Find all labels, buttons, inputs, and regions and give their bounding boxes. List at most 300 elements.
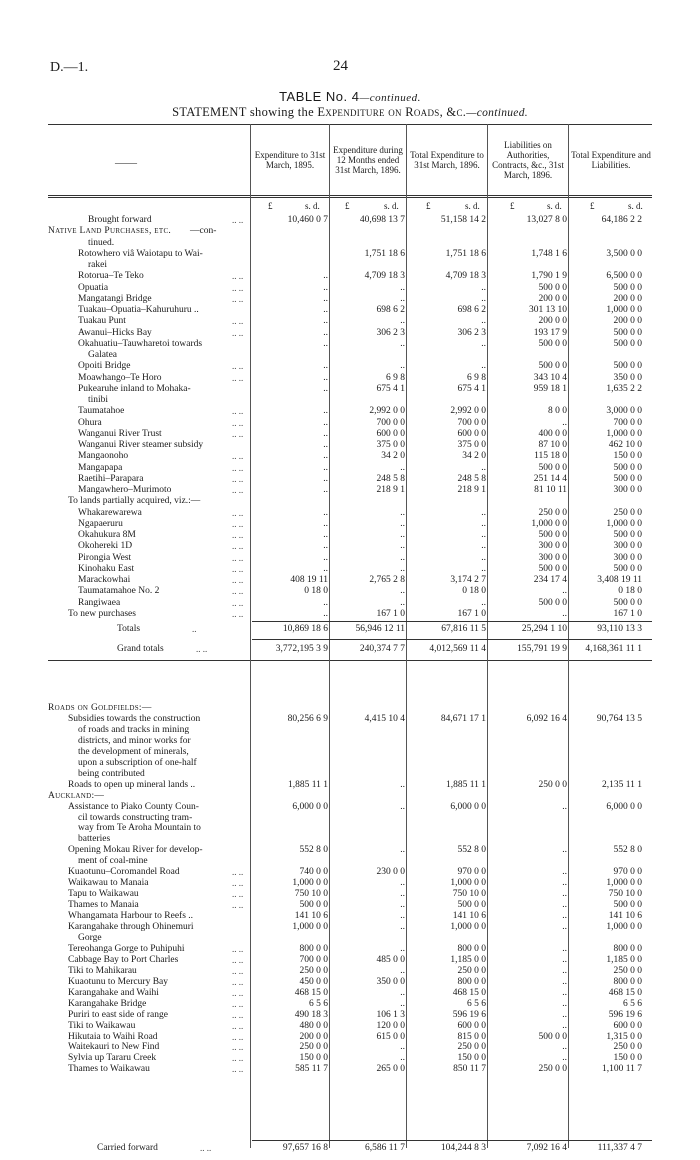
leader-dots: .. .. — [232, 428, 244, 439]
row-cell: 500 0 0 — [613, 597, 642, 608]
row-cell: .. — [323, 327, 328, 338]
row-cell: 1,751 18 6 — [445, 248, 486, 259]
row-description: Okahukura 8M — [78, 530, 136, 540]
table-row — [0, 703, 700, 714]
row-cell: 350 0 0 — [376, 976, 405, 987]
table-row — [0, 1010, 700, 1021]
carried-top-rule — [252, 1140, 652, 1141]
carried-forward-cell: 104,244 8 3 — [440, 1143, 486, 1153]
row-cell: 350 0 0 — [613, 372, 642, 383]
row-cell: 34 2 0 — [462, 451, 486, 462]
row-cell: 141 10 6 — [452, 911, 486, 922]
row-cell: 1,100 11 7 — [601, 1064, 642, 1075]
table-row — [0, 361, 700, 372]
carried-forward-label: Carried forward — [97, 1143, 158, 1153]
row-cell: 4,709 18 3 — [445, 271, 486, 282]
table-row — [0, 271, 700, 282]
row-description: Okohereki 1D — [78, 541, 133, 552]
row-description: Tiki to Waikawau — [68, 1020, 136, 1031]
row-description: Pukearuhe inland to Mohaka- — [78, 383, 191, 394]
row-cell: .. — [562, 608, 567, 619]
table-row — [0, 747, 700, 758]
row-cell: 1,748 1 6 — [531, 248, 567, 259]
leader-dots: .. .. — [232, 361, 244, 372]
row-cell: .. — [323, 597, 328, 608]
row-cell: .. — [562, 987, 567, 998]
table-row — [0, 305, 700, 316]
table-row — [0, 845, 700, 856]
row-description: To lands partially acquired, viz.:— — [68, 496, 201, 507]
table-row — [0, 283, 700, 294]
row-cell: .. — [400, 586, 405, 597]
row-cell: 500 0 0 — [613, 361, 642, 372]
table-row — [0, 238, 700, 249]
row-cell: .. — [562, 889, 567, 900]
row-cell: .. — [400, 779, 405, 790]
leader-dots: .. .. — [232, 462, 244, 473]
leader-dots: .. .. — [232, 552, 244, 563]
row-cell: 500 0 0 — [613, 327, 642, 338]
row-cell: 6 9 8 — [386, 372, 405, 383]
row-description: Mangatangi Bridge — [78, 293, 152, 304]
table-row — [0, 474, 700, 485]
row-cell: .. — [400, 900, 405, 911]
row-cell: 485 0 0 — [376, 954, 405, 965]
row-cell: .. — [562, 1042, 567, 1053]
leader-dots: .. .. — [232, 867, 244, 878]
row-description: Taumatahoe — [78, 406, 125, 417]
row-description: Roads to open up mineral lands .. — [68, 779, 196, 790]
row-description: Opoiti Bridge — [78, 361, 131, 372]
leader-dots: .. .. — [232, 316, 244, 327]
row-cell: .. — [400, 597, 405, 608]
table-row — [0, 944, 700, 955]
row-cell: 90,764 13 5 — [596, 713, 642, 724]
row-cell: .. — [323, 428, 328, 439]
row-cell: 750 10 0 — [452, 889, 486, 900]
row-cell: .. — [323, 485, 328, 495]
row-cell: 450 0 0 — [299, 976, 328, 987]
leader-dots: .. .. — [232, 965, 244, 976]
row-cell: .. — [323, 282, 328, 293]
table-row — [0, 575, 700, 586]
row-cell: 301 13 10 — [529, 305, 567, 315]
leader-dots: .. .. — [232, 608, 244, 619]
row-cell: .. — [481, 530, 486, 540]
row-cell: .. — [562, 976, 567, 987]
table-row — [0, 451, 700, 462]
row-cell: .. — [400, 563, 405, 574]
row-cell: 500 0 0 — [457, 900, 486, 911]
table-row — [0, 519, 700, 530]
row-cell: .. — [323, 372, 328, 383]
page-reference: D.—1. — [50, 60, 89, 75]
row-cell: 3,000 0 0 — [606, 406, 642, 417]
row-description: Moawhango–Te Horo — [78, 372, 162, 383]
carried-forward-cell: 97,657 16 8 — [282, 1143, 328, 1153]
row-cell: 300 0 0 — [538, 541, 567, 552]
table-row — [0, 249, 700, 260]
table-row — [0, 1021, 700, 1032]
table-row — [0, 215, 700, 226]
row-cell: 250 0 0 — [457, 965, 486, 976]
row-cell: .. — [400, 293, 405, 304]
row-description: Ohura — [78, 417, 102, 428]
leader-dots: .. .. — [232, 597, 244, 608]
row-cell: 2,992 0 0 — [369, 406, 405, 417]
row-cell: .. — [400, 845, 405, 856]
table-row — [0, 339, 700, 350]
totals-cell: 56,946 12 11 — [355, 624, 405, 634]
row-cell: 150 0 0 — [613, 1053, 642, 1064]
row-cell: 200 0 0 — [299, 1031, 328, 1042]
row-cell: 500 0 0 — [299, 900, 328, 911]
row-description: Pirongia West — [78, 552, 132, 563]
leader-dots: .. .. — [232, 1031, 244, 1042]
row-cell: .. — [481, 563, 486, 574]
row-cell: 500 0 0 — [613, 462, 642, 473]
statement-title-text: STATEMENT showing the — [172, 105, 318, 119]
row-cell: .. — [323, 608, 328, 619]
row-cell: 800 0 0 — [613, 943, 642, 954]
row-cell: .. — [481, 518, 486, 529]
row-cell: 64,186 2 2 — [601, 215, 642, 225]
row-cell: 1,315 0 0 — [606, 1031, 642, 1042]
row-cell: 600 0 0 — [376, 428, 405, 439]
row-description: Kuaotunu to Mercury Bay — [68, 976, 168, 987]
units-pound-3: £ — [426, 201, 431, 211]
row-cell: 675 4 1 — [376, 383, 405, 394]
grand-top-rule — [252, 639, 652, 640]
row-cell: .. — [323, 541, 328, 552]
table-row — [0, 496, 700, 507]
row-cell: .. — [481, 597, 486, 608]
totals-cell: 93,110 13 3 — [597, 624, 642, 634]
units-sd-2: s. d. — [384, 201, 399, 211]
grand-totals-label: Grand totals — [117, 644, 164, 654]
row-description: rakei — [88, 260, 107, 270]
row-cell: 0 18 0 — [304, 586, 328, 597]
table-row — [0, 900, 700, 911]
row-cell: .. — [481, 462, 486, 473]
row-description: upon a subscription of one-half — [78, 757, 197, 768]
row-cell: .. — [562, 911, 567, 922]
row-description: Mangapapa — [78, 462, 123, 473]
row-description: Sylvia up Tararu Creek — [68, 1053, 157, 1064]
header-total-expenditure-liabilities: Total Expenditure and Liabilities. — [571, 150, 651, 170]
row-cell: .. — [400, 878, 405, 889]
row-cell: 800 0 0 — [613, 976, 642, 987]
section-divider — [48, 660, 652, 661]
header-total-expenditure: Total Expenditure to 31st March, 1896. — [410, 150, 484, 170]
table-title-continued: —continued. — [359, 92, 421, 104]
row-cell: 1,885 11 1 — [445, 779, 486, 790]
row-description-continued: —con- — [190, 226, 217, 237]
row-cell: 1,751 18 6 — [364, 248, 405, 259]
table-row — [0, 395, 700, 406]
row-cell: 300 0 0 — [538, 552, 567, 563]
totals-cell: 67,816 11 5 — [441, 624, 486, 634]
row-cell: 1,000 0 0 — [606, 878, 642, 889]
row-description: Waikawau to Manaia — [68, 878, 149, 889]
units-sd-4: s. d. — [547, 201, 562, 211]
row-cell: 84,671 17 1 — [440, 713, 486, 724]
row-cell: 850 11 7 — [453, 1064, 486, 1075]
table-row — [0, 889, 700, 900]
leader-dots: .. .. — [232, 530, 244, 540]
row-cell: 1,185 0 0 — [450, 954, 486, 965]
header-expenditure-1895: Expenditure to 31st March, 1895. — [254, 150, 326, 170]
grand-totals-row — [0, 644, 700, 655]
row-cell: 115 18 0 — [534, 451, 567, 462]
row-cell: 500 0 0 — [613, 338, 642, 349]
row-cell: 970 0 0 — [613, 867, 642, 878]
row-cell: 800 0 0 — [457, 943, 486, 954]
row-description: Auckland:— — [48, 790, 105, 801]
row-cell: .. — [562, 586, 567, 597]
row-cell: 3,408 19 11 — [597, 575, 642, 585]
table-row — [0, 966, 700, 977]
row-cell: .. — [400, 541, 405, 552]
row-cell: 6,000 0 0 — [292, 801, 328, 812]
row-description: Subsidies towards the construction — [68, 713, 201, 724]
row-cell: 480 0 0 — [299, 1020, 328, 1031]
row-description: Ngapaeruru — [78, 518, 123, 529]
row-cell: 500 0 0 — [538, 1031, 567, 1042]
row-cell: 300 0 0 — [613, 541, 642, 552]
row-cell: .. — [562, 867, 567, 878]
row-cell: .. — [481, 552, 486, 563]
table-row — [0, 418, 700, 429]
row-cell: 468 15 0 — [452, 987, 486, 998]
row-cell: .. — [400, 316, 405, 327]
statement-title — [0, 105, 700, 120]
carried-forward-cell: 6,586 11 7 — [364, 1143, 405, 1153]
row-cell: .. — [562, 900, 567, 911]
row-cell: 800 0 0 — [457, 976, 486, 987]
leader-dots: .. .. — [232, 327, 244, 338]
statement-title-smallcaps: Expenditure on Roads, &c. — [317, 105, 467, 119]
table-row — [0, 440, 700, 451]
row-cell: 230 0 0 — [376, 867, 405, 878]
table-row — [0, 350, 700, 361]
row-cell: .. — [323, 406, 328, 417]
row-cell: .. — [323, 530, 328, 540]
leader-dots: .. .. — [232, 954, 244, 965]
row-cell: 675 4 1 — [457, 383, 486, 394]
row-description: tinibi — [88, 395, 109, 405]
table-row — [0, 316, 700, 327]
row-cell: 585 11 7 — [295, 1064, 328, 1075]
row-cell: 250 0 0 — [457, 1042, 486, 1053]
totals-dots: .. — [192, 624, 197, 634]
row-description: Assistance to Piako County Coun- — [68, 801, 199, 812]
row-cell: 500 0 0 — [613, 473, 642, 484]
row-cell: .. — [400, 1053, 405, 1064]
row-cell: 300 0 0 — [613, 552, 642, 563]
row-cell: 3,174 2 7 — [450, 575, 486, 585]
row-cell: 6,500 0 0 — [606, 271, 642, 282]
row-cell: 468 15 0 — [294, 987, 328, 998]
table-row — [0, 714, 700, 725]
row-cell: 552 8 0 — [457, 845, 486, 856]
totals-label: Totals — [117, 624, 141, 634]
row-cell: 800 0 0 — [299, 943, 328, 954]
grand-totals-cell: 155,791 19 9 — [517, 644, 567, 654]
table-row — [0, 530, 700, 541]
row-cell: .. — [323, 417, 328, 428]
row-cell: .. — [323, 507, 328, 518]
row-cell: .. — [481, 293, 486, 304]
row-cell: 141 10 6 — [608, 911, 642, 922]
row-cell: .. — [400, 462, 405, 473]
row-cell: 250 0 0 — [299, 1042, 328, 1053]
row-description: Whakarewarewa — [78, 507, 142, 518]
row-cell: .. — [400, 552, 405, 563]
table-row — [0, 736, 700, 747]
row-cell: 6 5 6 — [623, 998, 642, 1009]
row-cell: 600 0 0 — [613, 1020, 642, 1031]
row-cell: 500 0 0 — [613, 563, 642, 574]
row-cell: 13,027 8 0 — [526, 215, 567, 225]
table-row — [0, 758, 700, 769]
row-cell: 500 0 0 — [538, 462, 567, 473]
row-description: cil towards constructing tram- — [78, 812, 193, 823]
table-row — [0, 373, 700, 384]
row-cell: .. — [562, 845, 567, 856]
row-cell: 218 9 1 — [457, 485, 486, 495]
leader-dots: .. .. — [232, 1009, 244, 1020]
row-cell: 1,000 0 0 — [450, 922, 486, 932]
leader-dots: .. .. — [232, 998, 244, 1009]
row-description: batteries — [78, 834, 111, 845]
row-description: Native Land Purchases, etc. — [48, 226, 172, 237]
row-description: Tiki to Mahikarau — [68, 965, 137, 976]
row-description: Kinohaku East — [78, 563, 135, 574]
row-cell: 700 0 0 — [299, 954, 328, 965]
row-description: Galatea — [88, 350, 118, 360]
row-cell: 1,000 0 0 — [292, 922, 328, 932]
row-description: Awanui–Hicks Bay — [78, 327, 152, 338]
header-description-dash: —— — [115, 157, 137, 169]
row-description: Thames to Manaia — [68, 900, 139, 911]
row-cell: 87 10 0 — [538, 440, 567, 450]
grand-totals-cell: 240,374 7 7 — [359, 644, 405, 654]
carried-forward-cell: 111,337 4 7 — [597, 1143, 642, 1153]
units-sd-5: s. d. — [628, 201, 643, 211]
table-row — [0, 586, 700, 597]
row-cell: 740 0 0 — [299, 867, 328, 878]
row-cell: 250 0 0 — [613, 507, 642, 518]
leader-dots: .. .. — [232, 417, 244, 428]
row-cell: 1,000 0 0 — [450, 878, 486, 889]
table-row — [0, 541, 700, 552]
row-cell: 6,000 0 0 — [450, 801, 486, 812]
row-description: Rotowhero viâ Waiotapu to Wai- — [78, 248, 203, 259]
row-cell: 200 0 0 — [613, 293, 642, 304]
row-cell: 306 2 3 — [376, 327, 405, 338]
row-cell: .. — [323, 271, 328, 282]
grand-totals-dots: .. .. — [196, 644, 208, 654]
row-description: Cabbage Bay to Port Charles — [68, 954, 179, 965]
row-cell: 306 2 3 — [457, 327, 486, 338]
row-cell: 4,415 10 4 — [364, 713, 405, 724]
row-description: Karangahake and Waihi — [68, 987, 159, 998]
table-row — [0, 1053, 700, 1064]
row-cell: 500 0 0 — [538, 361, 567, 372]
row-description: To new purchases — [68, 608, 136, 619]
table-row — [0, 1042, 700, 1053]
totals-top-rule — [252, 621, 652, 622]
row-cell: .. — [562, 1053, 567, 1064]
row-cell: 700 0 0 — [376, 417, 405, 428]
units-sd-1: s. d. — [305, 201, 320, 211]
row-description: Rotorua–Te Teko — [78, 271, 144, 282]
table-row — [0, 725, 700, 736]
row-cell: 4,709 18 3 — [364, 271, 405, 282]
row-cell: 750 10 0 — [608, 889, 642, 900]
leader-dots: .. .. — [232, 282, 244, 293]
table-row — [0, 463, 700, 474]
row-description: Mangawhero–Murimoto — [78, 485, 172, 495]
row-description: Wanganui River Trust — [78, 428, 162, 439]
table-row — [0, 856, 700, 867]
row-cell: .. — [562, 1009, 567, 1020]
table-row — [0, 977, 700, 988]
row-cell: .. — [481, 338, 486, 349]
row-cell: 250 0 0 — [613, 1042, 642, 1053]
row-cell: 167 1 0 — [457, 608, 486, 619]
row-description: Puriri to east side of range — [68, 1009, 168, 1020]
leader-dots: .. .. — [232, 1064, 244, 1075]
row-cell: .. — [323, 440, 328, 450]
leader-dots: .. .. — [232, 293, 244, 304]
units-pound-4: £ — [510, 201, 515, 211]
row-cell: 6 9 8 — [467, 372, 486, 383]
row-cell: .. — [562, 1020, 567, 1031]
row-cell: 150 0 0 — [613, 451, 642, 462]
grand-totals-cell: 3,772,195 3 9 — [275, 644, 328, 654]
row-cell: 106 1 3 — [376, 1009, 405, 1020]
totals-cell: 10,869 18 6 — [282, 624, 328, 634]
row-cell: .. — [323, 563, 328, 574]
leader-dots: .. .. — [232, 586, 244, 597]
row-cell: 500 0 0 — [613, 282, 642, 293]
row-cell: 615 0 0 — [376, 1031, 405, 1042]
row-cell: .. — [323, 361, 328, 372]
row-description: Rangiwaea — [78, 597, 121, 608]
row-cell: .. — [400, 518, 405, 529]
row-cell: 500 0 0 — [538, 338, 567, 349]
leader-dots: .. .. — [232, 406, 244, 417]
row-description: Taumatamahoe No. 2 — [78, 586, 160, 597]
row-cell: 1,790 1 9 — [531, 271, 567, 282]
table-row — [0, 294, 700, 305]
row-cell: .. — [323, 383, 328, 394]
row-cell: 500 0 0 — [613, 530, 642, 540]
row-cell: 0 18 0 — [618, 586, 642, 597]
header-expenditure-12-months: Expenditure during 12 Months ended 31st March, 1896. — [333, 145, 403, 175]
row-cell: 698 6 2 — [457, 305, 486, 315]
row-cell: 750 10 0 — [294, 889, 328, 900]
row-cell: 500 0 0 — [538, 563, 567, 574]
leader-dots: .. .. — [232, 507, 244, 518]
leader-dots: .. .. — [232, 372, 244, 383]
row-cell: 200 0 0 — [538, 316, 567, 327]
row-cell: .. — [562, 801, 567, 812]
units-pound-5: £ — [590, 201, 595, 211]
row-description: Marackowhai — [78, 575, 131, 585]
